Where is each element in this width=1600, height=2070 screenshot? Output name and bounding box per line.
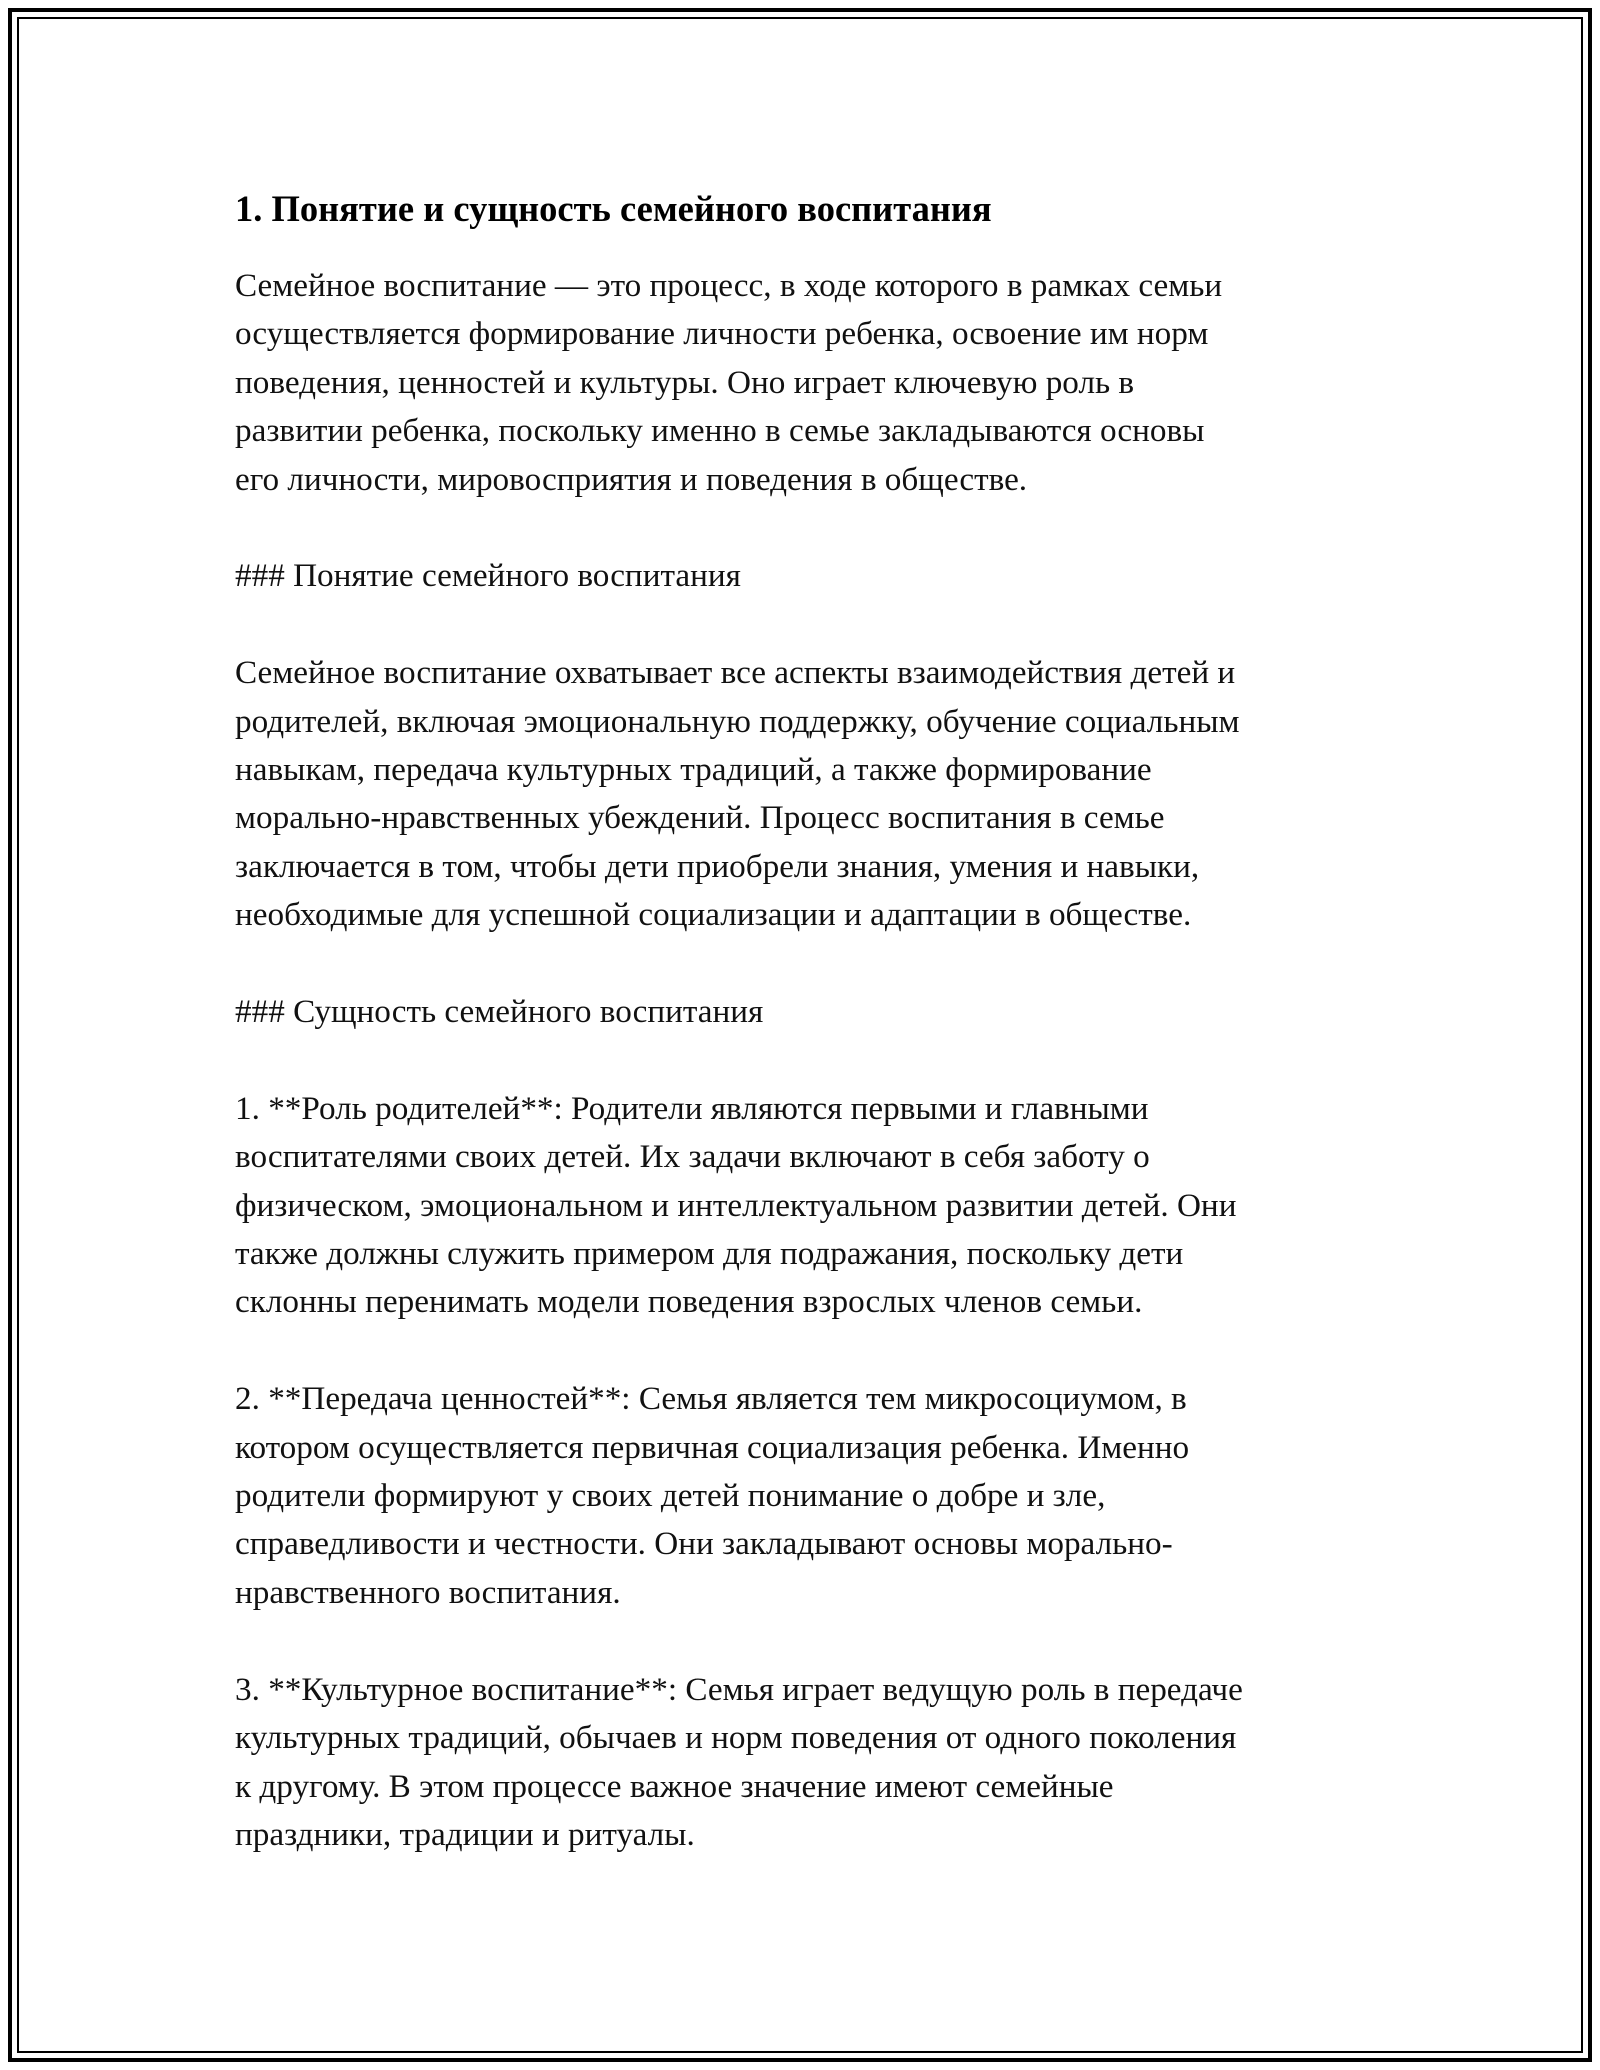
document-heading: 1. Понятие и сущность семейного воспитания [235,188,992,229]
paragraph-line: воспитателями своих детей. Их задачи включают в себя заботу о [235,1138,1150,1176]
paragraph-line: справедливости и честности. Они закладывают основы морально- [235,1525,1173,1563]
paragraph [235,1375,1375,1617]
document-body [235,185,1375,1859]
paragraph-line: навыкам, передача культурных традиций, а также формирование [235,751,1152,789]
paragraph [235,1085,1375,1327]
paragraph-line: праздники, традиции и ритуалы. [235,1815,695,1853]
paragraph-line: необходимые для успешной социализации и адаптации в обществе. [235,896,1192,934]
paragraph-line: физическом, эмоциональном и интеллектуальном развитии детей. Они [235,1186,1237,1224]
paragraph-line: Семейное воспитание охватывает все аспекты взаимодействия детей и [235,654,1236,692]
paragraph-line: поведения, ценностей и культуры. Оно играет ключевую роль в [235,363,1135,401]
paragraph-line: осуществляется формирование личности ребенка, освоение им норм [235,315,1209,353]
paragraph-line: развитии ребенка, поскольку именно в семье закладываются основы [235,412,1205,450]
paragraph [235,988,1375,1036]
paragraph [235,649,1375,939]
paragraph [235,552,1375,600]
paragraph-line: склонны перенимать модели поведения взрослых членов семьи. [235,1283,1143,1321]
paragraph-line: нравственного воспитания. [235,1573,621,1611]
paragraph-line: морально-нравственных убеждений. Процесс воспитания в семье [235,799,1165,837]
paragraph [235,262,1375,504]
paragraph-list [235,262,1375,1859]
paragraph [235,1666,1375,1860]
paragraph-line: ### Понятие семейного воспитания [235,557,741,595]
paragraph-line: котором осуществляется первичная социализация ребенка. Именно [235,1428,1190,1466]
paragraph-line: его личности, мировосприятия и поведения в обществе. [235,460,1028,498]
paragraph-line: Семейное воспитание — это процесс, в ходе которого в рамках семьи [235,267,1223,304]
paragraph-line: заключается в том, чтобы дети приобрели знания, умения и навыки, [235,847,1200,885]
paragraph-line: 1. **Роль родителей**: Родители являются первыми и главными [235,1089,1149,1127]
paragraph-line: к другому. В этом процессе важное значение имеют семейные [235,1767,1114,1805]
paragraph-line: культурных традиций, обычаев и норм поведения от одного поколения [235,1719,1237,1757]
paragraph-line: также должны служить примером для подражания, поскольку дети [235,1235,1184,1273]
paragraph-line: родителей, включая эмоциональную поддержку, обучение социальным [235,702,1240,740]
paragraph-line: ### Сущность семейного воспитания [235,993,764,1031]
paragraph-line: родители формируют у своих детей понимание о добре и зле, [235,1477,1106,1515]
paragraph-line: 2. **Передача ценностей**: Семья является тем микросоциумом, в [235,1380,1187,1418]
paragraph-line: 3. **Культурное воспитание**: Семья играет ведущую роль в передаче [235,1670,1243,1708]
